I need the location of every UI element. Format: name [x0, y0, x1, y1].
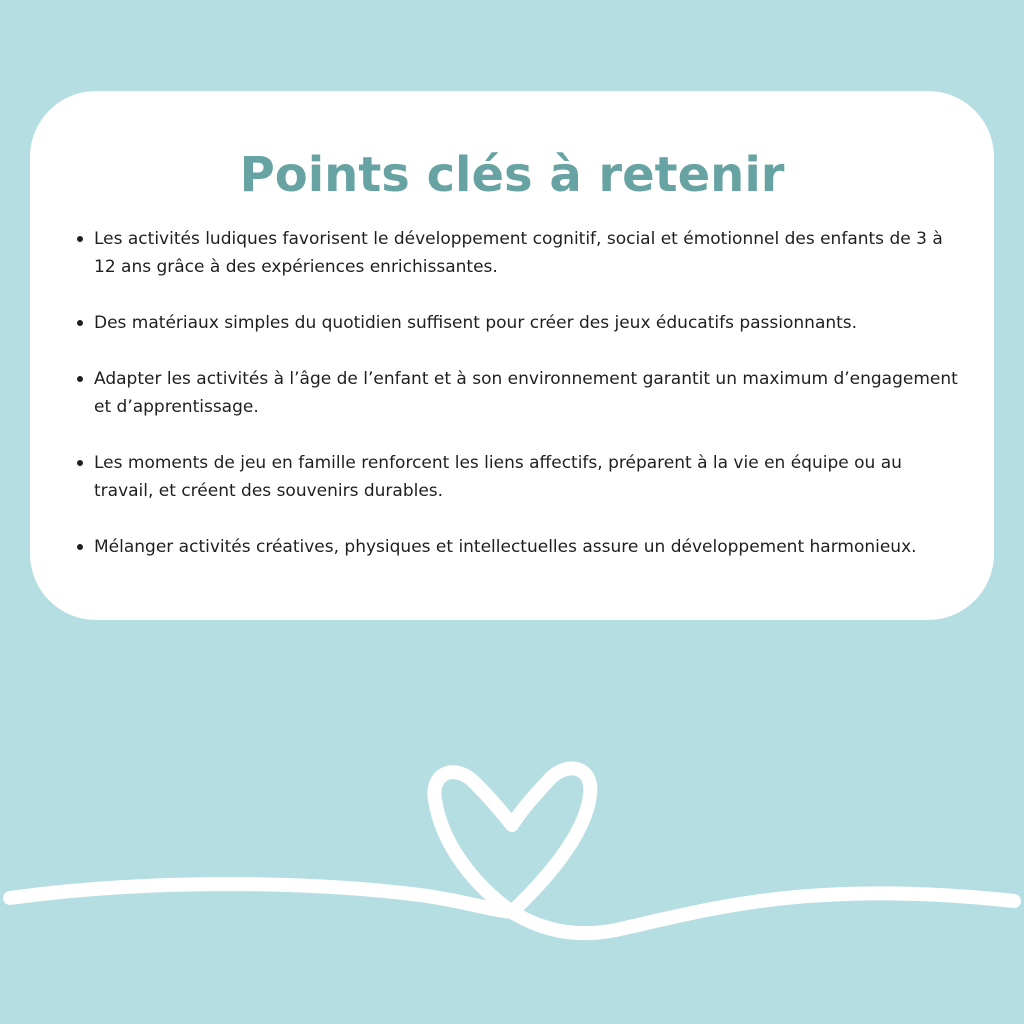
key-points-list — [74, 225, 964, 589]
list-item — [74, 309, 964, 337]
list-item-text: Des matériaux simples du quotidien suffisent pour créer des jeux éducatifs passionnants. — [94, 313, 858, 333]
heart-line-path — [10, 768, 1014, 933]
bullet-icon — [77, 544, 83, 550]
list-item-text: Adapter les activités à l’âge de l’enfant et à son environnement garantit un maximum d’engagement et d’apprentissage. — [94, 369, 958, 417]
bullet-icon — [77, 320, 83, 326]
list-item — [74, 533, 964, 561]
list-item — [74, 365, 964, 421]
card-title: Points clés à retenir — [239, 147, 785, 203]
list-item — [74, 225, 964, 281]
list-item-text: Les activités ludiques favorisent le développement cognitif, social et émotionnel des enfants de 3 à 12 ans grâce à des expériences enrichissantes. — [94, 229, 943, 277]
bullet-icon — [77, 460, 83, 466]
bullet-icon — [77, 376, 83, 382]
key-points-card — [30, 91, 994, 620]
list-item — [74, 449, 964, 505]
list-item-text: Mélanger activités créatives, physiques et intellectuelles assure un développement harmonieux. — [94, 537, 917, 557]
list-item-text: Les moments de jeu en famille renforcent les liens affectifs, préparent à la vie en équipe ou au travail, et créent des souvenirs durables. — [94, 453, 902, 501]
bullet-icon — [77, 236, 83, 242]
